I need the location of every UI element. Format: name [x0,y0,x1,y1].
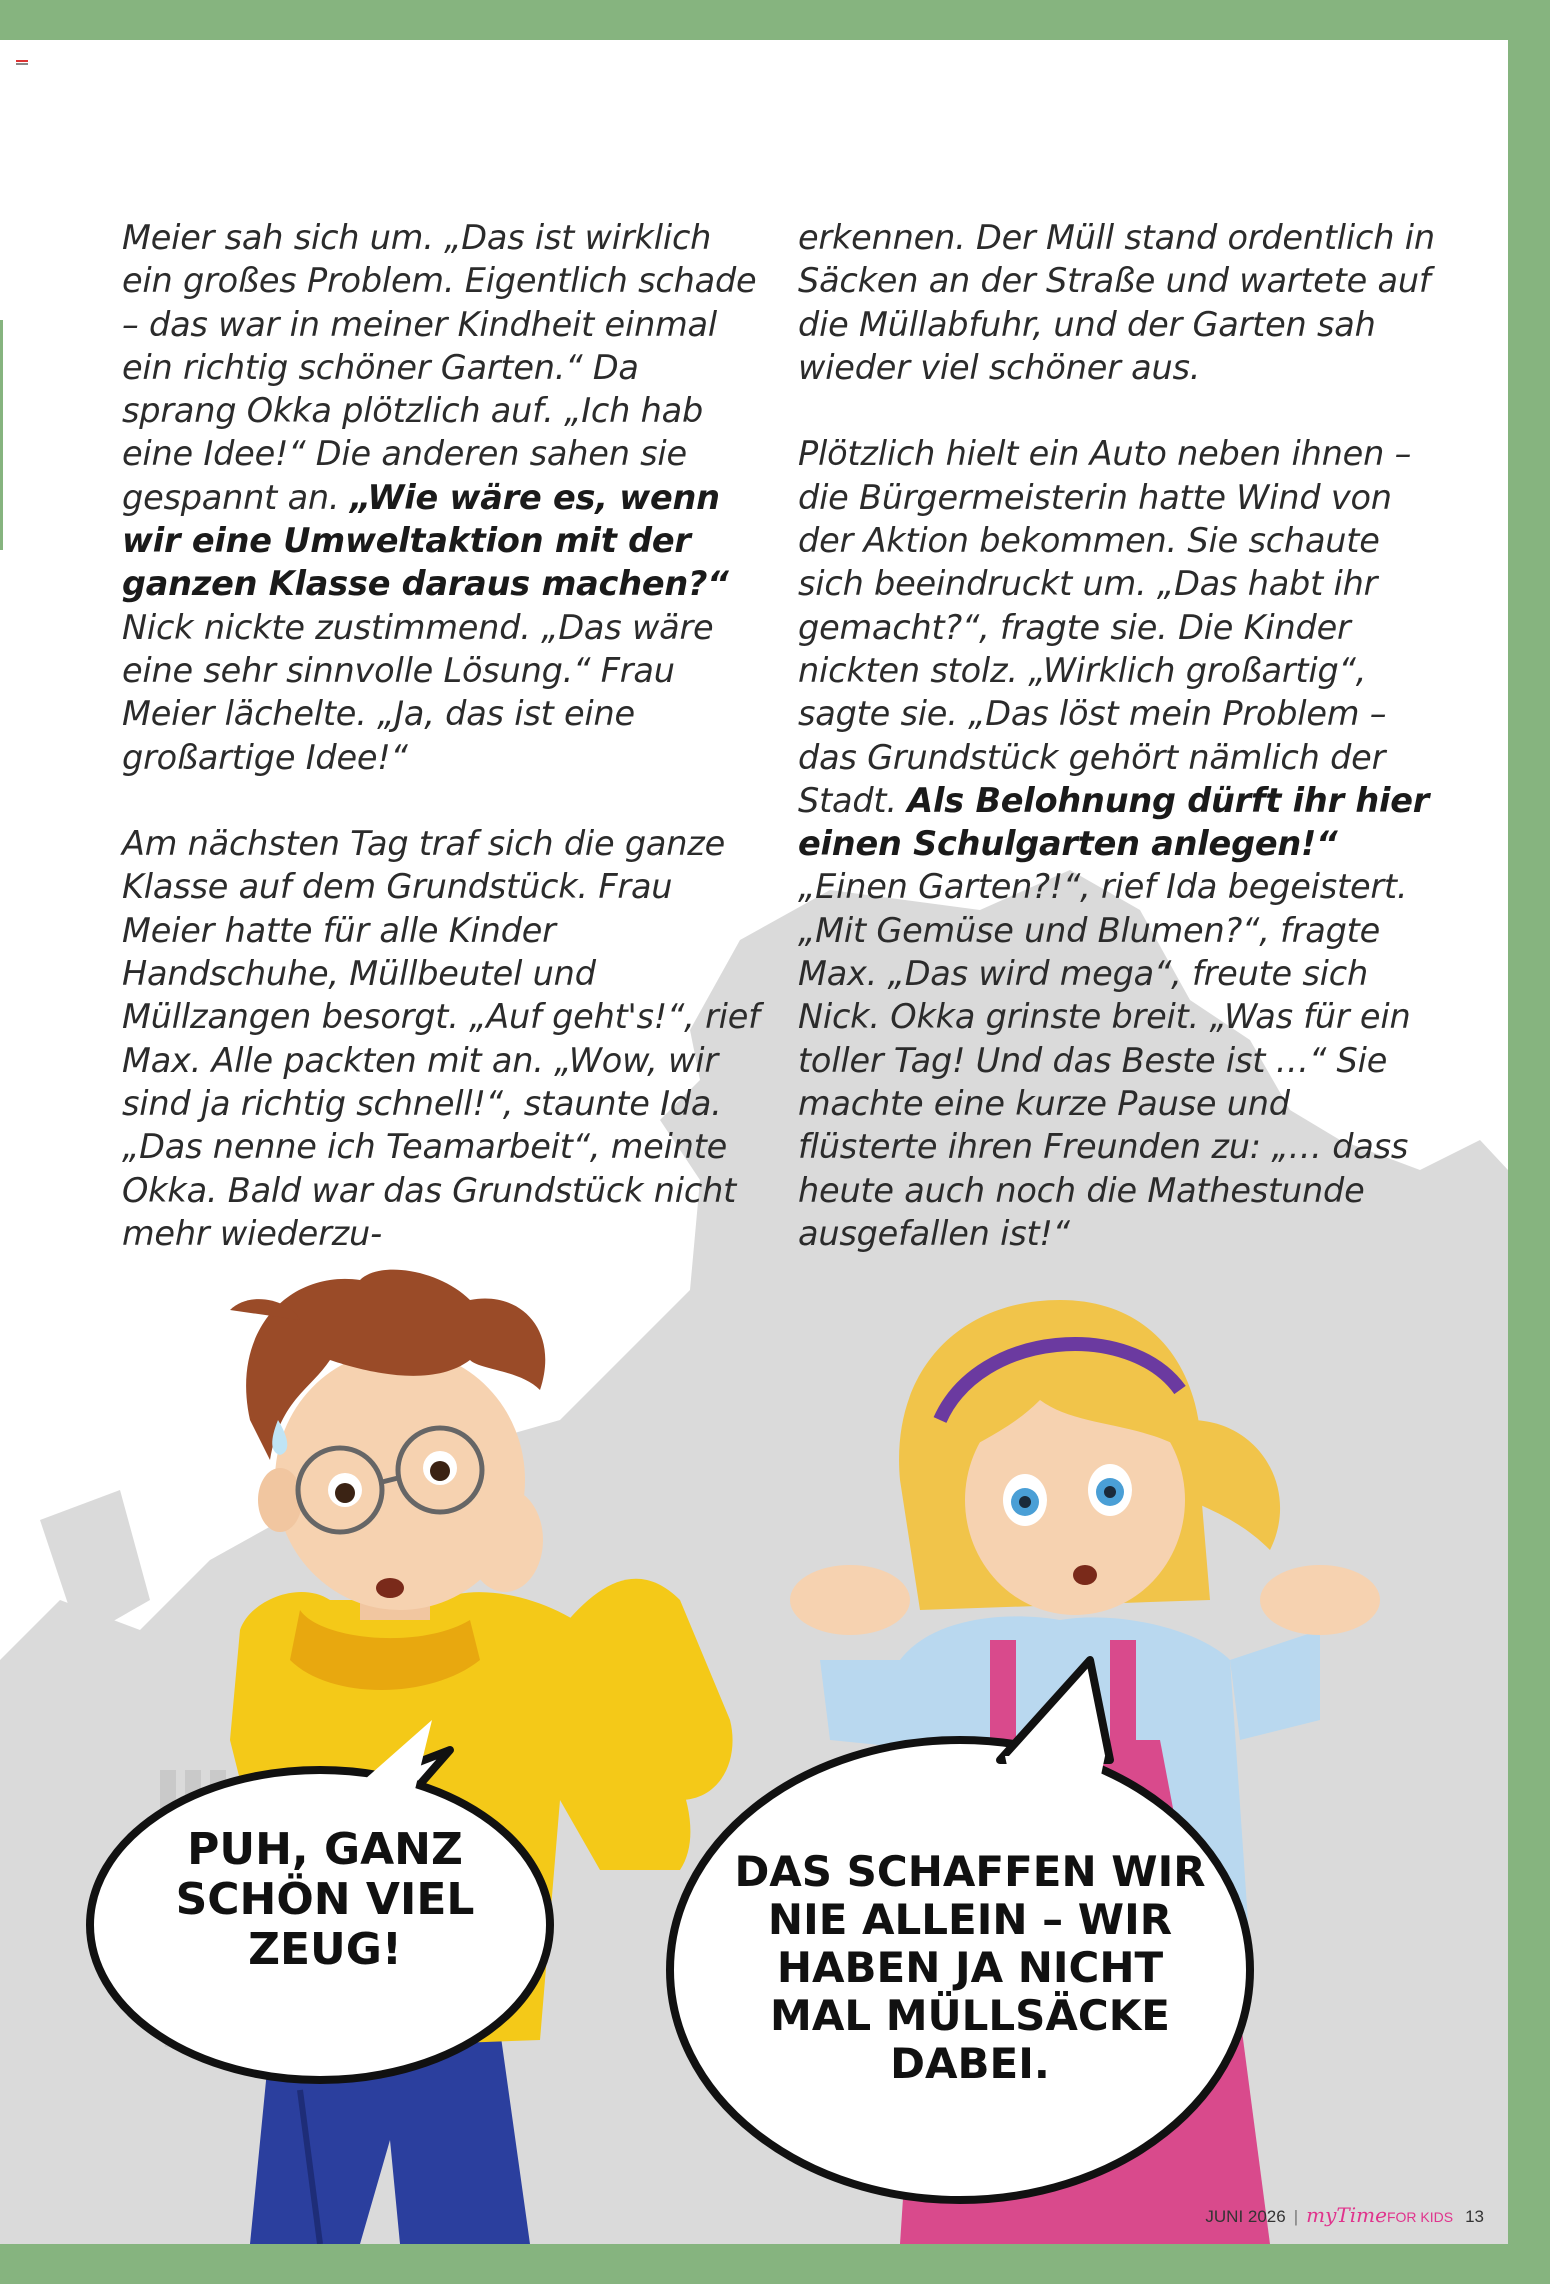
story-paragraph: erkennen. Der Müll stand ordentlich in Säcken an der Straße und wartete auf die Müllabfuhr, und der Garten sah wieder viel schöner aus. [798,218,1435,387]
issue-date: JUNI 2026 [1205,2207,1286,2226]
speech-bubble-boy-text: PUH, GANZ SCHÖN VIEL ZEUG! [175,1824,475,1975]
story-column-right [798,216,1438,1298]
speech-bubble-girl-text: DAS SCHAFFEN WIR NIE ALLEIN – WIR HABEN JA NICHT MAL MÜLLSÄCKE DABEI. [734,1847,1206,2088]
footer-separator: | [1293,2207,1299,2226]
story-paragraph: Meier sah sich um. „Das ist wirklich ein großes Problem. Eigentlich schade – das war in meiner Kindheit einmal ein richtig schöner Garten.“ Da sprang Okka plötzlich auf. „Ich hab eine Idee!“ Die anderen sahen sie gespannt an. „Wie wäre es, wenn wir eine Umweltaktion mit der ganzen Klasse daraus machen?“ Nick nickte zustimmend. „Das wäre eine sehr sinnvolle Lösung.“ Frau Meier lächelte. „Ja, das ist eine großartige Idee!“ [122,218,757,777]
brand-logo: myTime [1306,2203,1387,2227]
story-paragraph: Plötzlich hielt ein Auto neben ihnen – die Bürgermeisterin hatte Wind von der Aktion bekommen. Sie schaute sich beeindruckt um. „Das habt ihr gemacht?“, fragte sie. Die Kinder nickten stolz. „Wirklich großartig“, sagte sie. „Das löst mein Problem – das Grundstück gehört nämlich der Stadt. Als Belohnung dürft ihr hier einen Schulgarten anlegen!“ „Einen Garten?!“, rief Ida begeistert. „Mit Gemüse und Blumen?“, fragte Max. „Das wird mega“, freute sich Nick. Okka grinste breit. „Was für ein toller Tag! Und das Beste ist …“ Sie machte eine kurze Pause und flüsterte ihren Freunden zu: „… dass heute auch noch die Mathestunde ausgefallen ist!“ [798,434,1430,1253]
page-footer [1205,2203,1484,2227]
brand-logo-suffix: FOR KIDS [1386,2209,1454,2225]
magazine-page [0,40,1508,2244]
story-paragraph: Am nächsten Tag traf sich die ganze Klasse auf dem Grundstück. Frau Meier hatte für alle Kinder Handschuhe, Müllbeutel und Müllzangen besorgt. „Auf geht's!“, rief Max. Alle packten mit an. „Wow, wir sind ja richtig schnell!“, staunte Ida. „Das nenne ich Teamarbeit“, meinte Okka. Bald war das Grundstück nicht mehr wiederzu- [122,824,760,1253]
story-column-left [122,216,762,1298]
page-number: 13 [1465,2207,1484,2226]
